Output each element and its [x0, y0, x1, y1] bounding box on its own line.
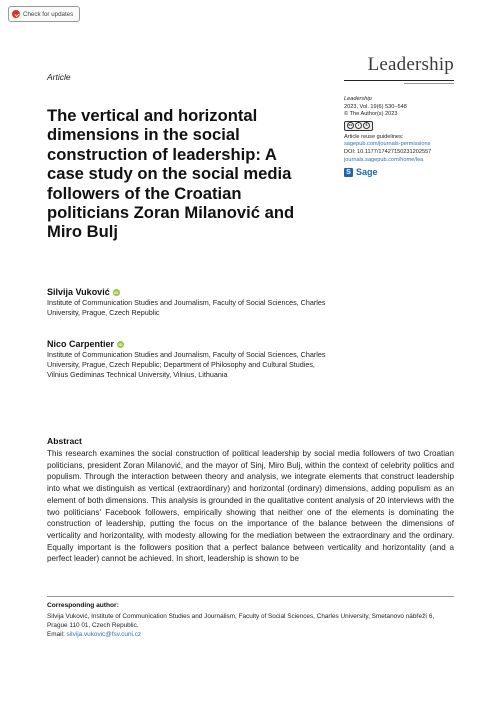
email-label: Email: [47, 631, 65, 639]
meta-doi[interactable]: DOI: 10.1177/17427150231202557 [344, 148, 432, 155]
journal-divider [344, 80, 454, 81]
author-affiliation: Institute of Communication Studies and Journalism, Faculty of Social Sciences, Charles University, Prague, Czech Republic; Department of Philosophy and Cultural Studies, Vilnius Gediminas Technical University, Vilnius, Lithuania [47, 350, 326, 380]
orcid-icon[interactable]: iD [118, 341, 123, 347]
cc-license-icon[interactable] [344, 121, 373, 131]
article-type-label: Article [47, 72, 71, 82]
corresponding-author-heading: Corresponding author: [47, 602, 119, 609]
journal-home-link[interactable]: journals.sagepub.com/home/lea [344, 156, 424, 163]
sage-logo[interactable] [344, 168, 464, 177]
article-title: The vertical and horizontal dimensions in the social construction of leadership: A case study on the social media followers of the Croatian politicians Zoran Milanović and Miro Bulj [47, 106, 295, 242]
corresponding-author-details [47, 612, 454, 640]
meta-copyright: © The Author(s) 2023 [344, 111, 398, 118]
author-name [47, 339, 327, 349]
attribution-icon: i [355, 122, 362, 129]
sage-logo-icon: S [344, 168, 353, 177]
check-icon [12, 10, 20, 18]
author-name-text: Nico Carpentier [47, 339, 115, 349]
meta-journal: Leadership [344, 96, 372, 102]
check-for-updates-label: Check for updates [23, 10, 74, 18]
article-meta [344, 96, 464, 177]
journal-divider-thin [404, 83, 454, 84]
meta-volume: 2023, Vol. 19(6) 530–548 [344, 103, 407, 110]
corresponding-author-text: Silvija Vuković, Institute of Communication Studies and Journalism, Faculty of Social Sciences, Charles University, Smetanovo nábřeží 6, Prague 110 01, Czech Republic. [47, 613, 435, 630]
corresponding-email-line [47, 630, 454, 639]
journal-name: Leadership [367, 54, 454, 75]
author-name [47, 287, 327, 297]
meta-reuse-label: Article reuse guidelines: [344, 133, 404, 140]
email-link[interactable]: silvija.vukovic@fsv.cuni.cz [66, 631, 142, 639]
abstract-heading: Abstract [47, 436, 82, 446]
author-block-1 [47, 287, 327, 318]
abstract-text: This research examines the social construction of political leadership by social media followers of two Croatian politicians, president Zoran Milanović, and the mayor of Sinj, Miro Bulj, within the context of celebrity politics and populism. Through the interaction between theory and analysis, we integrate elements that construct leadership into what we distinguish as vertical (extraordinary) and horizontal (ordinary) dimensions, adding populism as an element of both dimensions. This analysis is grounded in the qualitative content analysis of 20 interviews with the two politicians' Facebook followers, empirically showing that neither one of the elements is dominating the construction of leadership, putting the focus on the importance of the balance between the dimensions of verticality and horizontality, with modesty allowing for the mediation between the extraordinary and the ordinary. Equally important is the followers position that a perfect balance between verticality and horizontality (and a perfect leader) cannot be achieved. In short, leadership is shown to be [47, 449, 454, 564]
cc-icon: cc [348, 123, 353, 128]
author-affiliation: Institute of Communication Studies and Journalism, Faculty of Social Sciences, Charles University, Prague, Czech Republic [47, 298, 326, 318]
reuse-guidelines-link[interactable]: sagepub.com/journals-permissions [344, 141, 431, 148]
footnote-divider [47, 596, 454, 597]
author-block-2 [47, 339, 327, 381]
orcid-icon[interactable]: iD [114, 289, 119, 295]
noncommercial-icon: $ [363, 122, 370, 129]
sage-logo-text: Sage [356, 166, 378, 177]
check-for-updates-badge[interactable] [8, 6, 80, 22]
author-name-text: Silvija Vuković [47, 287, 110, 297]
